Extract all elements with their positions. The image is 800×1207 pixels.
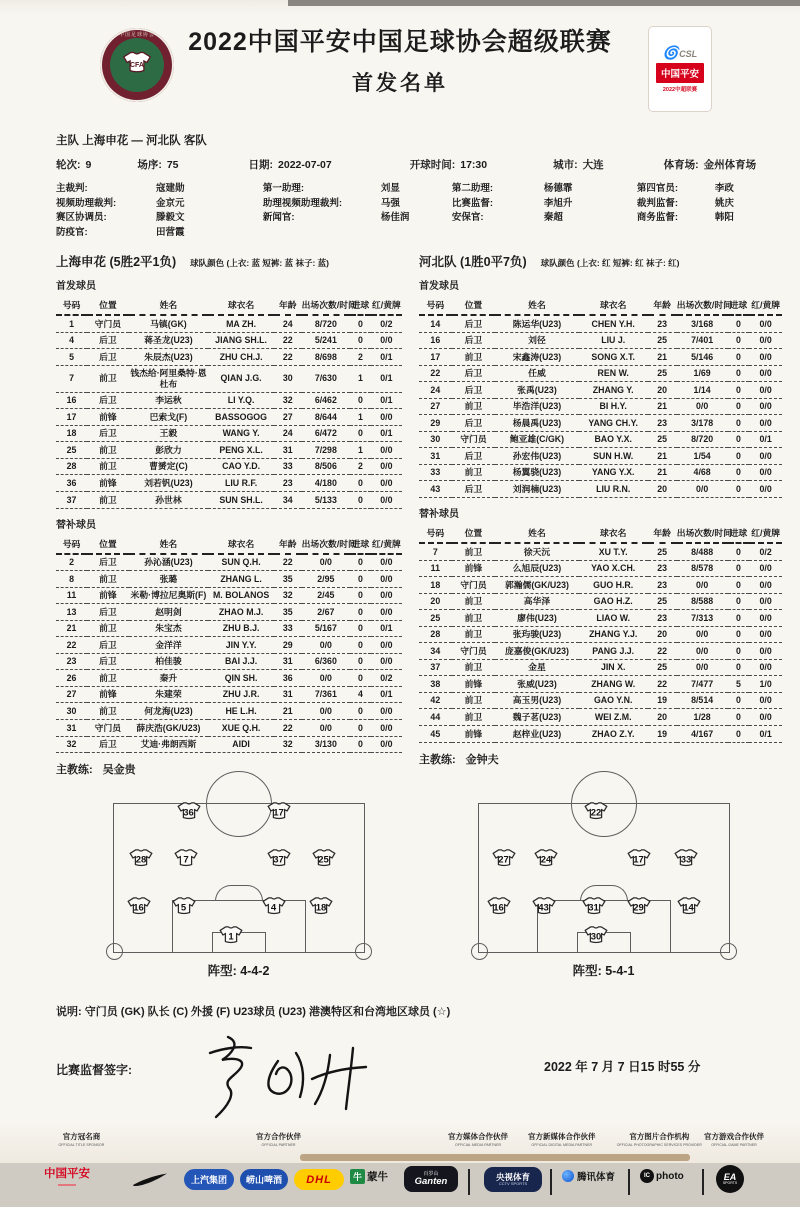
- sponsor-category: 官方合作伙伴 OFFICIAL PARTNER: [256, 1132, 301, 1147]
- csl-badge: [648, 26, 712, 112]
- formation-jersey-22: 22: [583, 802, 610, 825]
- legend-note: 说明: 守门员 (GK) 队长 (C) 外援 (F) U23球员 (U23) 港澳特区和台湾地区球员 (☆): [56, 1006, 451, 1019]
- formation-jersey-1: 1: [218, 926, 245, 949]
- mengniu-icon: 牛: [350, 1169, 365, 1184]
- column-header: 姓名: [495, 296, 579, 315]
- away-pitch-diagram: [478, 803, 730, 953]
- official-entry: 第四官员: 李政: [636, 183, 734, 194]
- player-row: 25 前卫 廖伟(U23) LIAO W. 23 7/313 0 0/0: [419, 610, 782, 627]
- home-subs-table: [56, 535, 402, 754]
- player-row: 25 前卫 彭欣力 PENG X.L. 31 7/298 1 0/0: [56, 442, 402, 459]
- player-row: 43 后卫 刘润楠(U23) LIU R.N. 20 0/0 0 0/0: [419, 481, 782, 498]
- column-header: 号码: [419, 296, 452, 315]
- svg-text:CFA: CFA: [130, 61, 144, 69]
- cctv-sports-logo: 央视体育 CCTV SPORTS: [484, 1167, 542, 1192]
- csl-pingan-label: 中国平安: [656, 63, 704, 83]
- formation-jersey-28: 28: [128, 849, 155, 872]
- formation-jersey-17: 17: [265, 802, 292, 825]
- player-row: 1 守门员 马镇(GK) MA ZH. 24 8/720 0 0/2: [56, 315, 402, 332]
- column-header: 年龄: [274, 296, 302, 315]
- player-row: 28 前卫 张玙骏(U23) ZHANG Y.J. 20 0/0 0 0/0: [419, 626, 782, 643]
- corner-arc: [106, 943, 123, 960]
- player-row: 20 前卫 高华泽 GAO H.Z. 25 8/588 0 0/0: [419, 593, 782, 610]
- column-header: 位置: [87, 535, 129, 554]
- player-row: 29 后卫 杨晨禹(U23) YANG CH.Y. 23 3/178 0 0/0: [419, 415, 782, 432]
- home-team-header: 上海申花 (5胜2平1负): [56, 255, 177, 269]
- official-entry: 第一助理: 刘显: [262, 183, 400, 194]
- player-row: 31 后卫 孙宏伟(U23) SUN H.W. 21 1/54 0 0/0: [419, 448, 782, 465]
- divider: [468, 1169, 470, 1195]
- sponsor-category: 官方新媒体合作伙伴 OFFICIAL DIGITAL MEDIA PARTNER: [528, 1132, 596, 1147]
- player-row: 23 后卫 柏佳骏 BAI J.J. 31 6/360 0 0/0: [56, 653, 402, 670]
- player-row: 14 后卫 陈运华(U23) CHEN Y.H. 23 3/168 0 0/0: [419, 315, 782, 332]
- mengniu-logo: 牛 蒙牛: [350, 1169, 388, 1184]
- player-row: 24 后卫 张禹(U23) ZHANG Y. 20 1/14 0 0/0: [419, 382, 782, 399]
- column-header: 年龄: [648, 296, 677, 315]
- home-subs-label: 替补球员: [56, 519, 96, 531]
- player-row: 44 前卫 魏子茗(U23) WEI Z.M. 20 1/28 0 0/0: [419, 709, 782, 726]
- away-formation: [478, 803, 730, 979]
- column-header: 球衣名: [579, 524, 648, 543]
- official-entry: 主裁判: 寇建勋: [56, 183, 185, 194]
- match-date: 日期: 2022-07-07: [248, 159, 332, 171]
- cfa-logo: [100, 28, 174, 102]
- column-header: 号码: [56, 296, 87, 315]
- corner-arc: [471, 943, 488, 960]
- away-subs-label: 替补球员: [419, 509, 459, 521]
- signature-datetime: 2022 年 7 月 7 日15 时55 分: [544, 1060, 701, 1075]
- formations-section: [56, 803, 786, 979]
- player-row: 22 后卫 金洋洋 JIN Y.Y. 29 0/0 0 0/0: [56, 637, 402, 654]
- header: [0, 0, 800, 130]
- player-row: 17 前锋 巴索戈(F) BASSOGOG 27 8/644 1 0/0: [56, 409, 402, 426]
- player-row: 7 前卫 钱杰给·阿里桑特·恩杜布 QIAN J.G. 30 7/630 1 0/1: [56, 365, 402, 392]
- supervisor-signature-label: 比赛监督签字:: [56, 1063, 132, 1078]
- home-starters-table: [56, 296, 402, 509]
- officials-col-1: [56, 182, 263, 240]
- column-header: 进球: [350, 535, 371, 554]
- column-header: 姓名: [495, 524, 579, 543]
- penalty-arc: [215, 885, 263, 901]
- csl-year-label: 2022中超联赛: [662, 87, 698, 93]
- page-subtitle: 首发名单: [352, 72, 448, 95]
- formation-jersey-16: 16: [125, 896, 152, 919]
- corner-arc: [720, 943, 737, 960]
- match-info-row: [56, 157, 786, 172]
- player-row: 16 后卫 刘径 LIU J. 25 7/401 0 0/0: [419, 332, 782, 349]
- column-header: 出场次数/时间: [677, 524, 728, 543]
- round: 轮次: 9: [56, 159, 92, 171]
- home-coach-name: 吴金贵: [102, 764, 136, 777]
- column-header: 年龄: [274, 535, 302, 554]
- player-row: 45 前锋 赵梓业(U23) ZHAO Z.Y. 19 4/167 0 0/1: [419, 726, 782, 743]
- away-starters-label: 首发球员: [419, 281, 459, 292]
- table-header-row: [56, 296, 402, 315]
- column-header: 球衣名: [579, 296, 648, 315]
- cfa-jersey-icon: [120, 51, 154, 79]
- match-number: 场序: 75: [137, 159, 179, 171]
- page-title: 2022中国平安中国足球协会超级联赛: [188, 28, 612, 56]
- player-row: 11 前锋 么旭辰(U23) YAO X.CH. 23 8/578 0 0/0: [419, 560, 782, 577]
- formation-jersey-33: 33: [673, 849, 700, 872]
- player-row: 13 后卫 赵明剑 ZHAO M.J. 35 2/67 0 0/0: [56, 604, 402, 621]
- officials-col-4: [637, 182, 786, 240]
- player-row: 8 前卫 张璐 ZHANG L. 35 2/95 0 0/0: [56, 571, 402, 588]
- column-header: 球衣名: [208, 296, 274, 315]
- formation-jersey-25: 25: [310, 849, 337, 872]
- player-row: 11 前锋 米勒·博拉尼奥斯(F) M. BOLANOS 32 2/45 0 0/0: [56, 587, 402, 604]
- player-row: 30 守门员 鲍亚雄(C/GK) BAO Y.X. 25 8/720 0 0/1: [419, 431, 782, 448]
- player-row: 16 后卫 李运秋 LI Y.Q. 32 6/462 0 0/1: [56, 392, 402, 409]
- player-row: 26 前卫 秦升 QIN SH. 36 0/0 0 0/2: [56, 670, 402, 687]
- ea-sports-logo: EA SPORTS: [716, 1165, 744, 1193]
- sponsor-category: 官方冠名商 OFFICIAL TITLE SPONSOR: [58, 1132, 105, 1147]
- player-row: 5 后卫 朱辰杰(U23) ZHU CH.J. 22 8/698 2 0/1: [56, 349, 402, 366]
- formation-jersey-29: 29: [625, 896, 652, 919]
- pingan-logo: 中国平安: [44, 1169, 90, 1186]
- player-row: 37 前卫 孙世林 SUN SH.L. 34 5/133 0 0/0: [56, 492, 402, 509]
- column-header: 红/黄牌: [749, 296, 782, 315]
- column-header: 位置: [87, 296, 129, 315]
- official-entry: 安保官: 秦超: [451, 212, 563, 223]
- tencent-globe-icon: [562, 1170, 574, 1182]
- home-team-name: 上海申花: [82, 135, 129, 147]
- corner-arc: [355, 943, 372, 960]
- formation-jersey-14: 14: [675, 896, 702, 919]
- formation-jersey-31: 31: [580, 896, 607, 919]
- official-entry: 商务监督: 韩阳: [636, 212, 734, 223]
- player-row: 30 前卫 何龙海(U23) HE L.H. 21 0/0 0 0/0: [56, 703, 402, 720]
- official-entry: 助理视频助理裁判: 马强: [262, 197, 400, 209]
- sponsor-logos-row: [44, 1163, 786, 1207]
- officials-col-2: [263, 182, 452, 240]
- player-row: 36 前锋 刘若钒(U23) LIU R.F. 23 4/180 0 0/0: [56, 475, 402, 492]
- formation-jersey-16: 16: [485, 896, 512, 919]
- column-header: 出场次数/时间: [302, 535, 350, 554]
- table-header-row: [419, 524, 782, 543]
- column-header: 位置: [452, 524, 496, 543]
- player-row: 31 守门员 薛庆浩(GK/U23) XUE Q.H. 22 0/0 0 0/0: [56, 720, 402, 737]
- player-row: 21 前卫 朱宝杰 ZHU B.J. 33 5/167 0 0/1: [56, 620, 402, 637]
- cfa-crest: [110, 38, 164, 92]
- center-circle: [206, 771, 272, 837]
- player-row: 4 后卫 蒋圣龙(U23) JIANG SH.L. 22 5/241 0 0/0: [56, 332, 402, 349]
- away-team-column: [419, 252, 782, 777]
- home-formation-label: 阵型: 4-4-2: [207, 964, 270, 979]
- column-header: 红/黄牌: [371, 535, 402, 554]
- player-row: 33 前卫 杨翼骁(U23) YANG Y.X. 21 4/68 0 0/0: [419, 464, 782, 481]
- away-subs-table: [419, 524, 782, 743]
- away-team-header: 河北队 (1胜0平7负): [419, 255, 527, 269]
- divider: [550, 1169, 552, 1195]
- away-coach-line: 主教练: 金钟夫: [419, 753, 499, 766]
- player-row: 32 后卫 艾迪·弗朗西斯 AIDI 32 3/130 0 0/0: [56, 736, 402, 753]
- home-pitch-diagram: [113, 803, 365, 953]
- home-team-column: [56, 252, 402, 777]
- official-entry: 视频助理裁判: 金京元: [56, 197, 185, 209]
- formation-jersey-30: 30: [583, 926, 610, 949]
- player-row: 27 前卫 毕浩洋(U23) BI H.Y. 21 0/0 0 0/0: [419, 398, 782, 415]
- formation-jersey-18: 18: [308, 896, 335, 919]
- match-teams-line: 主队 上海申花 — 河北队 客队: [56, 135, 207, 147]
- player-row: 37 前卫 金星 JIN X. 25 0/0 0 0/0: [419, 659, 782, 676]
- player-row: 22 后卫 任威 REN W. 25 1/69 0 0/0: [419, 365, 782, 382]
- home-coach-line: 主教练: 吴金贵: [56, 764, 136, 777]
- official-entry: 防疫官: 田营霞: [56, 226, 185, 238]
- formation-jersey-37: 37: [265, 849, 292, 872]
- column-header: 进球: [728, 524, 750, 543]
- official-entry: 裁判监督: 姚庆: [636, 197, 734, 209]
- sponsor-category: 官方媒体合作伙伴 OFFICIAL MEDIA PARTNER: [448, 1132, 508, 1147]
- player-row: 27 前锋 朱建荣 ZHU J.R. 31 7/361 4 0/1: [56, 686, 402, 703]
- away-coach-name: 金钟夫: [465, 753, 499, 766]
- player-row: 18 守门员 郭瀚儒(GK/U23) GUO H.R. 23 0/0 0 0/0: [419, 577, 782, 594]
- tencent-sports-logo: 腾讯体育: [562, 1169, 615, 1183]
- city: 城市: 大连: [553, 159, 604, 171]
- formation-jersey-36: 36: [175, 802, 202, 825]
- formation-jersey-43: 43: [530, 896, 557, 919]
- column-header: 球衣名: [208, 535, 274, 554]
- player-row: 38 前锋 张威(U23) ZHANG W. 22 7/477 5 1/0: [419, 676, 782, 693]
- laoshan-logo: 崂山啤酒: [240, 1169, 288, 1190]
- home-team-colors: 球队颜色 (上衣: 蓝 短裤: 蓝 袜子: 蓝): [190, 258, 329, 268]
- column-header: 红/黄牌: [749, 524, 782, 543]
- formation-jersey-5: 5: [170, 896, 197, 919]
- divider: [628, 1169, 630, 1195]
- signature-row: [56, 1035, 786, 1127]
- nike-swoosh-icon: [132, 1173, 168, 1187]
- player-row: 2 后卫 孙沁涵(U23) SUN Q.H. 22 0/0 0 0/0: [56, 554, 402, 571]
- column-header: 号码: [419, 524, 452, 543]
- formation-jersey-24: 24: [533, 849, 560, 872]
- formation-jersey-27: 27: [490, 849, 517, 872]
- player-row: 34 守门员 庞嘉俊(GK/U23) PANG J.J. 22 0/0 0 0/0: [419, 643, 782, 660]
- saic-logo: 上汽集团: [184, 1169, 234, 1190]
- csl-swirl-icon: 🌀CSL: [662, 45, 698, 60]
- official-entry: 新闻官: 杨佳润: [262, 212, 410, 223]
- official-entry: 第二助理: 杨德霏: [451, 183, 573, 194]
- official-entry: 比赛监督: 李旭升: [451, 197, 573, 209]
- divider: [702, 1169, 704, 1195]
- away-formation-label: 阵型: 5-4-1: [572, 964, 635, 979]
- column-header: 出场次数/时间: [677, 296, 728, 315]
- cfa-ring-text: 中国足球协会: [118, 32, 155, 38]
- column-header: 位置: [452, 296, 496, 315]
- away-starters-table: [419, 296, 782, 498]
- official-entry: 赛区协调员: 滕毅文: [56, 212, 185, 223]
- kickoff-time: 开球时间: 17:30: [409, 159, 488, 171]
- column-header: 姓名: [129, 535, 209, 554]
- officials-block: [56, 182, 786, 240]
- ic-photo-logo: IC photo: [640, 1169, 684, 1183]
- column-header: 进球: [728, 296, 750, 315]
- player-row: 42 前卫 高玉男(U23) GAO Y.N. 19 8/514 0 0/0: [419, 692, 782, 709]
- column-header: 红/黄牌: [371, 296, 402, 315]
- column-header: 进球: [350, 296, 371, 315]
- column-header: 姓名: [129, 296, 209, 315]
- player-row: 17 前卫 宋鑫涛(U23) SONG X.T. 21 5/146 0 0/0: [419, 349, 782, 366]
- handwritten-signature: [188, 1027, 408, 1127]
- player-row: 28 前卫 曹赟定(C) CAO Y.D. 33 8/506 2 0/0: [56, 458, 402, 475]
- column-header: 出场次数/时间: [302, 296, 350, 315]
- sponsor-category: 官方图片合作机构 OFFICIAL PHOTOGRAPHIC SERVICES PROVIDER: [616, 1132, 702, 1147]
- officials-col-3: [452, 182, 637, 240]
- home-starters-label: 首发球员: [56, 281, 96, 292]
- table-header-row: [56, 535, 402, 554]
- sponsor-category: 官方游戏合作伙伴 OFFICIAL GAME PARTNER: [704, 1132, 764, 1147]
- formation-jersey-17: 17: [625, 849, 652, 872]
- stadium: 体育场: 金州体育场: [663, 159, 757, 171]
- home-formation: [113, 803, 365, 979]
- away-team-colors: 球队颜色 (上衣: 红 短裤: 红 袜子: 红): [540, 258, 680, 268]
- formation-jersey-7: 7: [173, 849, 200, 872]
- column-header: 年龄: [648, 524, 677, 543]
- sponsor-categories: [56, 1131, 786, 1157]
- player-row: 18 后卫 王毅 WANG Y. 24 6/472 0 0/1: [56, 425, 402, 442]
- table-header-row: [419, 296, 782, 315]
- formation-jersey-4: 4: [260, 896, 287, 919]
- player-row: 7 前卫 徐天沅 XU T.Y. 25 8/488 0 0/2: [419, 543, 782, 560]
- away-team-name: 河北队: [146, 135, 181, 147]
- ganten-logo: 百岁山 Ganten: [404, 1166, 458, 1192]
- column-header: 号码: [56, 535, 87, 554]
- dhl-logo: DHL: [294, 1169, 344, 1190]
